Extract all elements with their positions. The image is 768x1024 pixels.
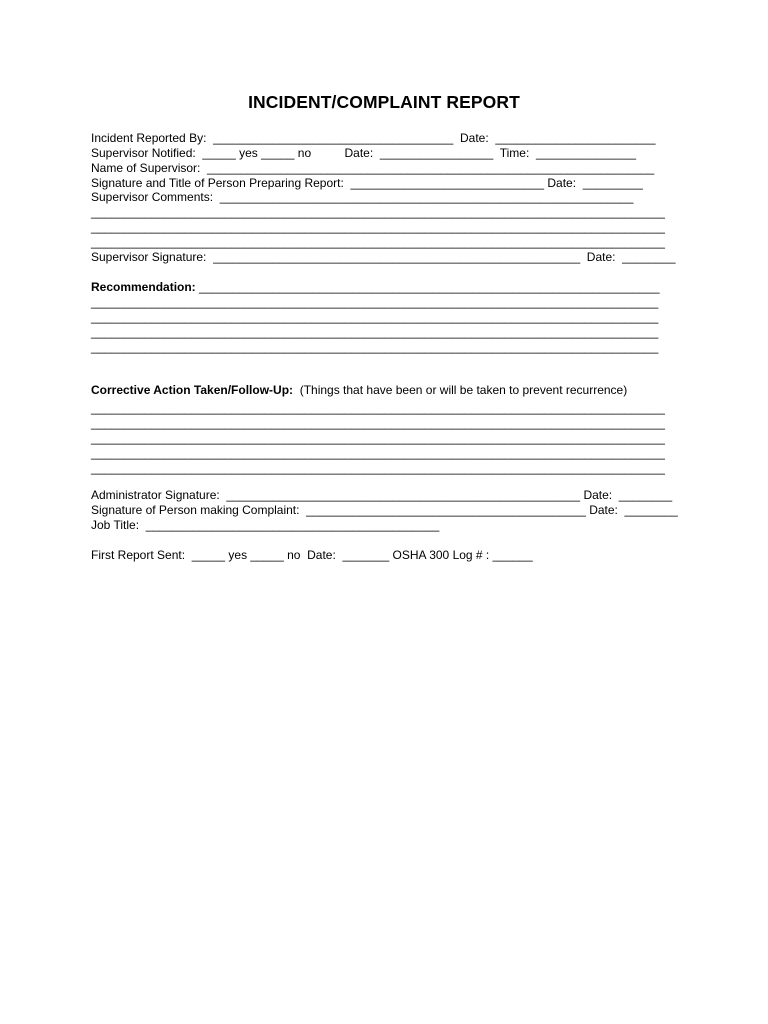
- corrective-action-blank: ______________________________________________________________________________________: [91, 461, 665, 475]
- corrective-action-line: [91, 383, 627, 398]
- name-of-supervisor-line: Name of Supervisor: ___________________________________________________________________: [91, 161, 655, 175]
- supervisor-comments-blank: ______________________________________________________________________________________: [91, 235, 665, 249]
- recommendation-label: Recommendation:: [91, 280, 196, 294]
- job-title-line: Job Title: ____________________________________________: [91, 518, 440, 532]
- supervisor-comments-line: Supervisor Comments: ______________________________________________________________: [91, 190, 634, 204]
- supervisor-notified-line: Supervisor Notified: _____ yes _____ no Date: _________________ Time: _______________: [91, 146, 637, 160]
- corrective-action-blank: ______________________________________________________________________________________: [91, 416, 665, 430]
- page-title: INCIDENT/COMPLAINT REPORT: [248, 92, 520, 112]
- recommendation-blank: _____________________________________________________________________________________: [91, 295, 659, 309]
- supervisor-comments-blank: ______________________________________________________________________________________: [91, 205, 665, 219]
- administrator-signature-line: Administrator Signature: _____________________________________________________ Date: ________: [91, 488, 673, 502]
- incident-reported-by-line: Incident Reported By: ____________________________________ Date: ________________________: [91, 131, 656, 145]
- recommendation-blank: _____________________________________________________________________: [195, 280, 660, 294]
- corrective-action-blank: ______________________________________________________________________________________: [91, 431, 665, 445]
- recommendation-blank: _____________________________________________________________________________________: [91, 340, 659, 354]
- supervisor-signature-line: Supervisor Signature: _______________________________________________________ Date: ________: [91, 250, 676, 264]
- corrective-action-label: Corrective Action Taken/Follow-Up:: [91, 383, 294, 397]
- recommendation-line: [91, 280, 660, 295]
- corrective-action-blank: ______________________________________________________________________________________: [91, 401, 665, 415]
- supervisor-comments-blank: ______________________________________________________________________________________: [91, 220, 665, 234]
- recommendation-blank: _____________________________________________________________________________________: [91, 325, 659, 339]
- corrective-action-note: (Things that have been or will be taken to prevent recurrence): [293, 383, 628, 397]
- complainant-signature-line: Signature of Person making Complaint: __________________________________________ Date: ________: [91, 503, 678, 517]
- corrective-action-blank: ______________________________________________________________________________________: [91, 446, 665, 460]
- first-report-sent-line: First Report Sent: _____ yes _____ no Date: _______ OSHA 300 Log # : ______: [91, 548, 533, 562]
- recommendation-blank: _____________________________________________________________________________________: [91, 310, 659, 324]
- preparer-signature-line: Signature and Title of Person Preparing Report: _____________________________ Date: _________: [91, 176, 643, 190]
